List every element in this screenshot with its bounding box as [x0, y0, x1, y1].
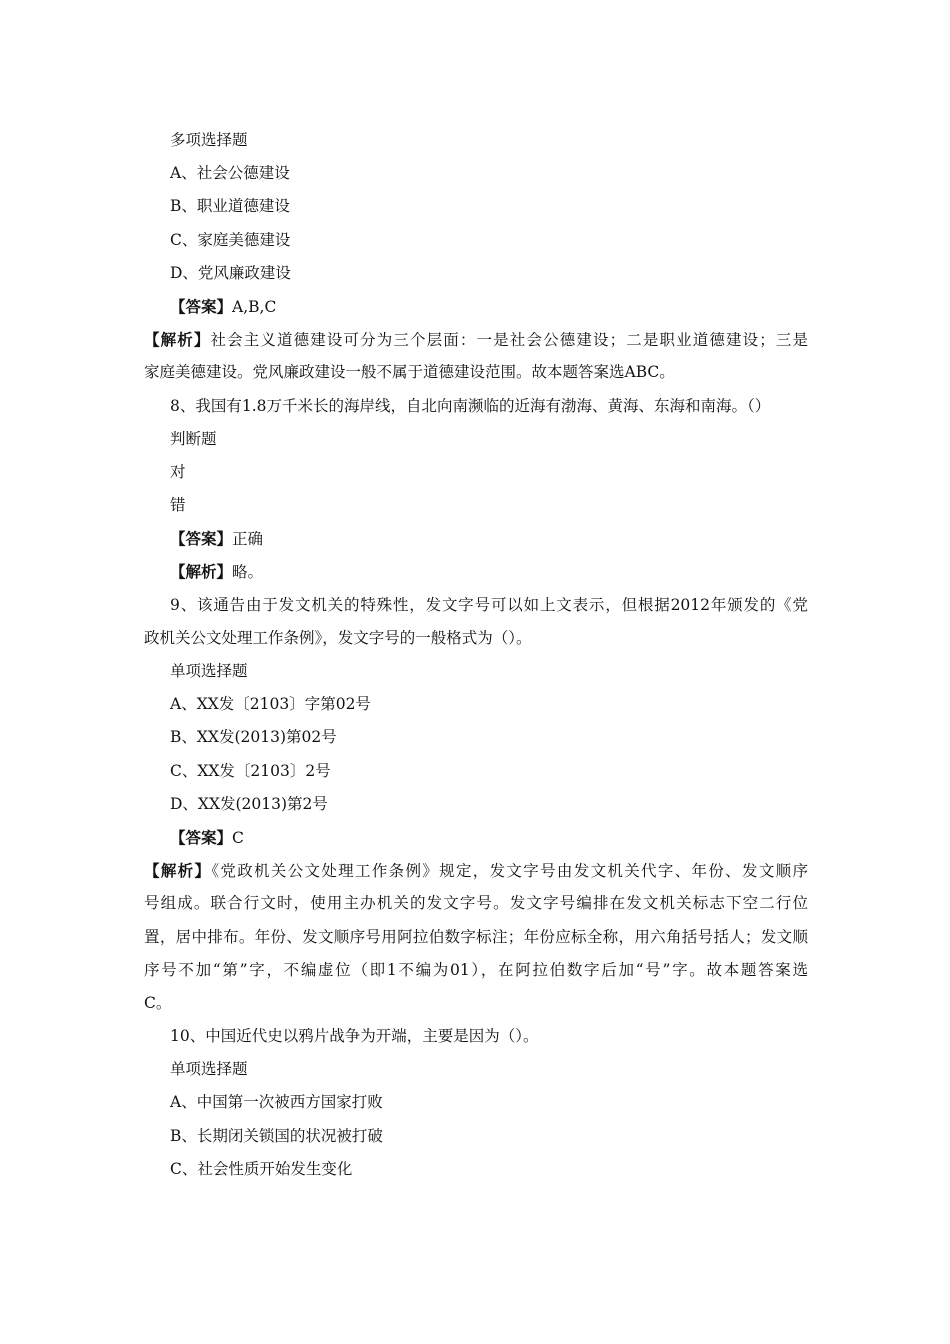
document-content [144, 124, 808, 1186]
q8-option-true: 对 [170, 462, 186, 481]
q7-analysis-label: 【解析】 [144, 330, 211, 350]
q7-analysis-line-1 [144, 323, 808, 356]
q9-analysis [144, 854, 808, 1020]
q7-option-c: C、家庭美德建设 [170, 230, 291, 249]
q8-analysis-text: 略。 [232, 563, 264, 582]
q10-option-c: C、社会性质开始发生变化 [170, 1159, 353, 1178]
q9-analysis-line-3: 置，居中排布。年份、发文顺序号用阿拉伯数字标注；年份应标全称，用六角括号括人；发文顺 [144, 927, 808, 946]
q9-analysis-line-2: 号组成。联合行文时，使用主办机关的发文字号。发文字号编排在发文机关标志下空二行位 [144, 894, 808, 913]
q7-type: 多项选择题 [170, 131, 248, 149]
q7-answer-label: 【答案】 [170, 296, 233, 316]
q7-analysis [144, 323, 808, 389]
q7-option-d: D、党风廉政建设 [170, 263, 291, 282]
q9-option-a: A、XX发〔2103〕字第02号 [170, 695, 371, 714]
q9-question-line-2: 政机关公文处理工作条例》，发文字号的一般格式为（）。 [144, 628, 532, 647]
q9-question-line-1: 9、该通告由于发文机关的特殊性，发文字号可以如上文表示，但根据2012年颁发的《党 [170, 595, 808, 614]
q9-question [144, 589, 808, 655]
q9-answer-label: 【答案】 [170, 827, 233, 847]
q9-analysis-label: 【解析】 [144, 861, 212, 881]
q7-answer [144, 290, 808, 323]
q9-option-c: C、XX发〔2103〕2号 [170, 761, 331, 780]
q10-option-a: A、中国第一次被西方国家打败 [170, 1093, 383, 1112]
q10-question: 10、中国近代史以鸦片战争为开端，主要是因为（）。 [170, 1027, 539, 1046]
q9-option-d: D、XX发(2013)第2号 [170, 794, 328, 813]
q8-answer-label: 【答案】 [170, 529, 233, 549]
q9-answer-value: C [232, 828, 244, 847]
q8-option-false: 错 [170, 496, 186, 515]
q7-analysis-line-2: 家庭美德建设。党风廉政建设一般不属于道德建设范围。故本题答案选ABC。 [144, 363, 675, 382]
q9-answer [144, 821, 808, 854]
q7-analysis-text-1: 社会主义道德建设可分为三个层面：一是社会公德建设；二是职业道德建设；三是 [210, 331, 808, 350]
q7-option-a: A、社会公德建设 [170, 164, 290, 183]
q8-answer [144, 522, 808, 555]
q8-question: 8、我国有1.8万千米长的海岸线，自北向南濒临的近海有渤海、黄海、东海和南海。（） [170, 396, 771, 415]
q9-analysis-line-4: 序号不加“第”字，不编虚位（即1不编为01），在阿拉伯数字后加“号”字。故本题答案选 [144, 960, 808, 979]
q7-answer-value: A,B,C [232, 297, 277, 316]
q9-option-b: B、XX发(2013)第02号 [170, 728, 337, 747]
q9-analysis-line-5: C。 [144, 993, 172, 1012]
q9-analysis-line-1 [144, 854, 808, 887]
q9-analysis-text-1: 《党政机关公文处理工作条例》规定，发文字号由发文机关代字、年份、发文顺序 [211, 862, 808, 881]
q10-option-b: B、长期闭关锁国的状况被打破 [170, 1126, 383, 1145]
q9-type: 单项选择题 [170, 662, 248, 680]
q8-type: 判断题 [170, 429, 217, 448]
q8-analysis-label: 【解析】 [170, 562, 233, 582]
q8-answer-value: 正确 [232, 530, 264, 549]
q10-type: 单项选择题 [170, 1060, 248, 1079]
q8-analysis [144, 555, 808, 588]
q7-option-b: B、职业道德建设 [170, 197, 290, 216]
